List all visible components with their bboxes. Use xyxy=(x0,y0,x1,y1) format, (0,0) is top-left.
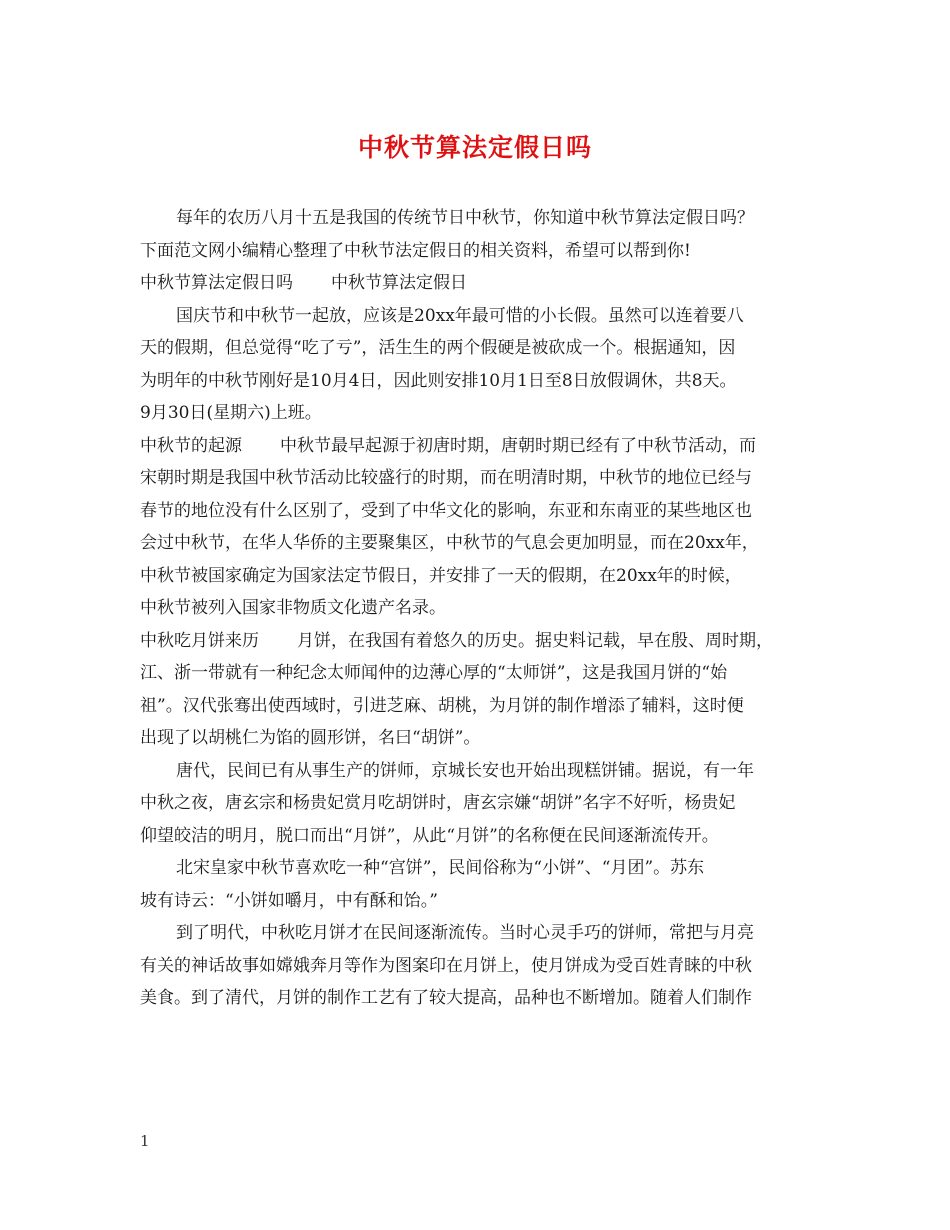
heading-line xyxy=(140,430,830,463)
text-line: 为明年的中秋节刚好是10月4日，因此则安排10月1日至8日放假调休，共8天。 xyxy=(140,370,737,391)
text-line: 下面范文网小编精心整理了中秋节法定假日的相关资料，希望可以帮到你! xyxy=(140,240,691,261)
text-line: 宋朝时期是我国中秋节活动比较盛行的时期，而在明清时期，中秋节的地位已经与 xyxy=(140,468,752,488)
text-line: 天的假期，但总觉得“吃了亏”，活生生的两个假硬是被砍成一个。根据通知，因 xyxy=(140,338,736,358)
section-heading: 中秋节算法定假日吗 xyxy=(140,273,293,293)
page-number: 1 xyxy=(140,1132,150,1150)
section-subheading: 中秋节算法定假日 xyxy=(331,273,467,293)
document-body xyxy=(140,202,830,1015)
text-line: 坡有诗云：“小饼如嚼月，中有酥和饴。” xyxy=(140,890,438,911)
text-line: 仰望皎洁的明月，脱口而出“月饼”，从此“月饼”的名称便在民间逐渐流传开。 xyxy=(140,825,719,846)
text-line: 中秋之夜，唐玄宗和杨贵妃赏月吃胡饼时，唐玄宗嫌“胡饼”名字不好听，杨贵妃 xyxy=(140,793,736,813)
text-line: 春节的地位没有什么区别了，受到了中华文化的影响，东亚和东南亚的某些地区也 xyxy=(140,500,752,521)
section-heading: 中秋吃月饼来历 xyxy=(140,630,259,651)
text-line: 中秋节被列入国家非物质文化遗产名录。 xyxy=(140,598,446,618)
heading-line xyxy=(140,625,830,658)
section-text: 月饼，在我国有着悠久的历史。据史料记载，早在殷、周时期， xyxy=(297,630,773,651)
text-line: 有关的神话故事如嫦娥奔月等作为图案印在月饼上，使月饼成为受百姓青睐的中秋 xyxy=(140,955,752,976)
text-line: 中秋节被国家确定为国家法定节假日，并安排了一天的假期，在20xx年的时候， xyxy=(140,565,742,586)
text-line: 9月30日(星期六)上班。 xyxy=(140,403,322,423)
section-heading: 中秋节的起源 xyxy=(140,435,242,456)
text-line: 唐代，民间已有从事生产的饼师，京城长安也开始出现糕饼铺。据说，有一年 xyxy=(176,760,754,781)
text-line: 国庆节和中秋节一起放，应该是20xx年最可惜的小长假。虽然可以连着要八 xyxy=(176,305,744,326)
document-title: 中秋节算法定假日吗 xyxy=(357,133,592,162)
text-line: 出现了以胡桃仁为馅的圆形饼，名曰“胡饼”。 xyxy=(140,728,481,748)
text-line: 美食。到了清代，月饼的制作工艺有了较大提高，品种也不断增加。随着人们制作 xyxy=(140,988,752,1008)
text-line: 祖”。汉代张骞出使西域时，引进芝麻、胡桃，为月饼的制作增添了辅料，这时便 xyxy=(140,695,744,716)
text-line: 北宋皇家中秋节喜欢吃一种“宫饼”，民间俗称为“小饼”、“月团”。苏东 xyxy=(176,858,705,878)
text-line: 每年的农历八月十五是我国的传统节日中秋节，你知道中秋节算法定假日吗？ xyxy=(176,208,754,228)
text-line: 会过中秋节，在华人华侨的主要聚集区，中秋节的气息会更加明显，而在20xx年， xyxy=(140,533,759,553)
section-text: 中秋节最早起源于初唐时期，唐朝时期已经有了中秋节活动，而 xyxy=(280,435,756,456)
heading-line xyxy=(140,267,830,300)
text-line: 到了明代，中秋吃月饼才在民间逐渐流传。当时心灵手巧的饼师，常把与月亮 xyxy=(176,923,754,943)
text-line: 江、浙一带就有一种纪念太师闻仲的边薄心厚的“太师饼”，这是我国月饼的“始 xyxy=(140,663,728,683)
